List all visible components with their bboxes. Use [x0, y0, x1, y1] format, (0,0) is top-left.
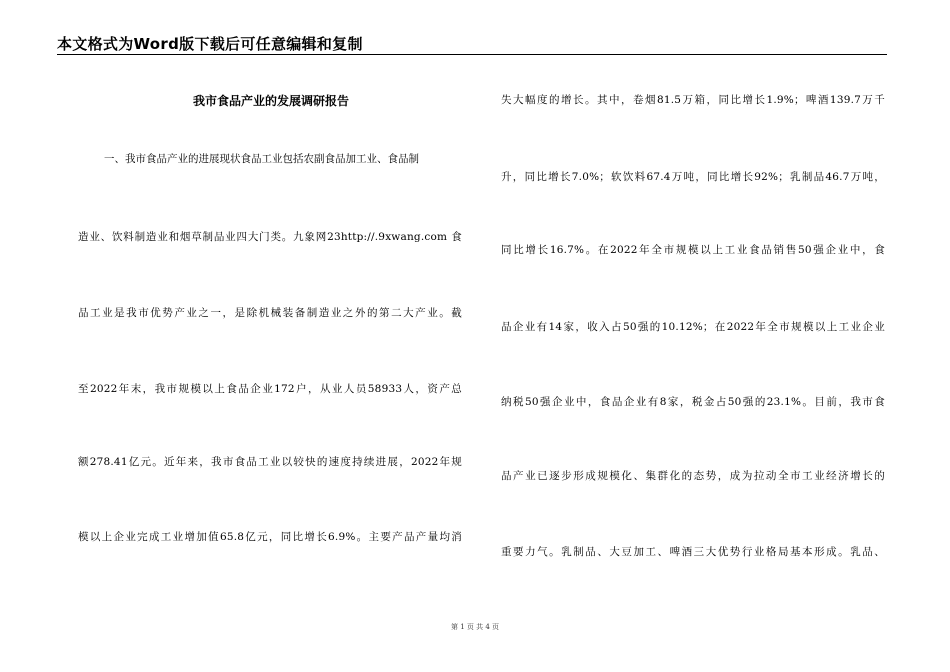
left-column-line: 造业、饮料制造业和烟草制品业四大门类。九象网23http://.9xwang.com 食: [78, 231, 462, 243]
document-title: 我市食品产业的发展调研报告: [192, 94, 349, 108]
left-column-line: 模以上企业完成工业增加值65.8亿元，同比增长6.9%。主要产品产量均消: [78, 531, 462, 543]
left-column-line: 一、我市食品产业的进展现状食品工业包括农副食品加工业、食品制: [104, 153, 419, 165]
left-column-line: 额278.41亿元。近年来，我市食品工业以较快的速度持续进展，2022年规: [78, 456, 462, 468]
page-number: 第 1 页 共 4 页: [450, 623, 500, 631]
right-column-line: 升，同比增长7.0%；软饮料67.4万吨，同比增长92%；乳制品46.7万吨，: [501, 171, 885, 183]
banner-title: 本文格式为Word版下载后可任意编辑和复制: [57, 35, 363, 53]
right-column-line: 重要力气。乳制品、大豆加工、啤酒三大优势行业格局基本形成。乳品、: [501, 546, 885, 558]
left-column-line: 品工业是我市优势产业之一，是除机械装备制造业之外的第二大产业。截: [78, 307, 462, 319]
left-column-line: 至2022年末，我市规模以上食品企业172户，从业人员58933人，资产总: [78, 383, 462, 395]
right-column-line: 品企业有14家，收入占50强的10.12%；在2022年全市规模以上工业企业: [501, 321, 885, 333]
right-column-line: 失大幅度的增长。其中，卷烟81.5万箱，同比增长1.9%；啤酒139.7万千: [501, 94, 885, 106]
right-column-line: 同比增长16.7%。在2022年全市规模以上工业食品销售50强企业中，食: [501, 244, 885, 256]
right-column-line: 品产业已逐步形成规模化、集群化的态势，成为拉动全市工业经济增长的: [501, 470, 885, 482]
download-banner: [57, 34, 887, 55]
right-column-line: 纳税50强企业中，食品企业有8家，税金占50强的23.1%。目前，我市食: [501, 396, 885, 408]
